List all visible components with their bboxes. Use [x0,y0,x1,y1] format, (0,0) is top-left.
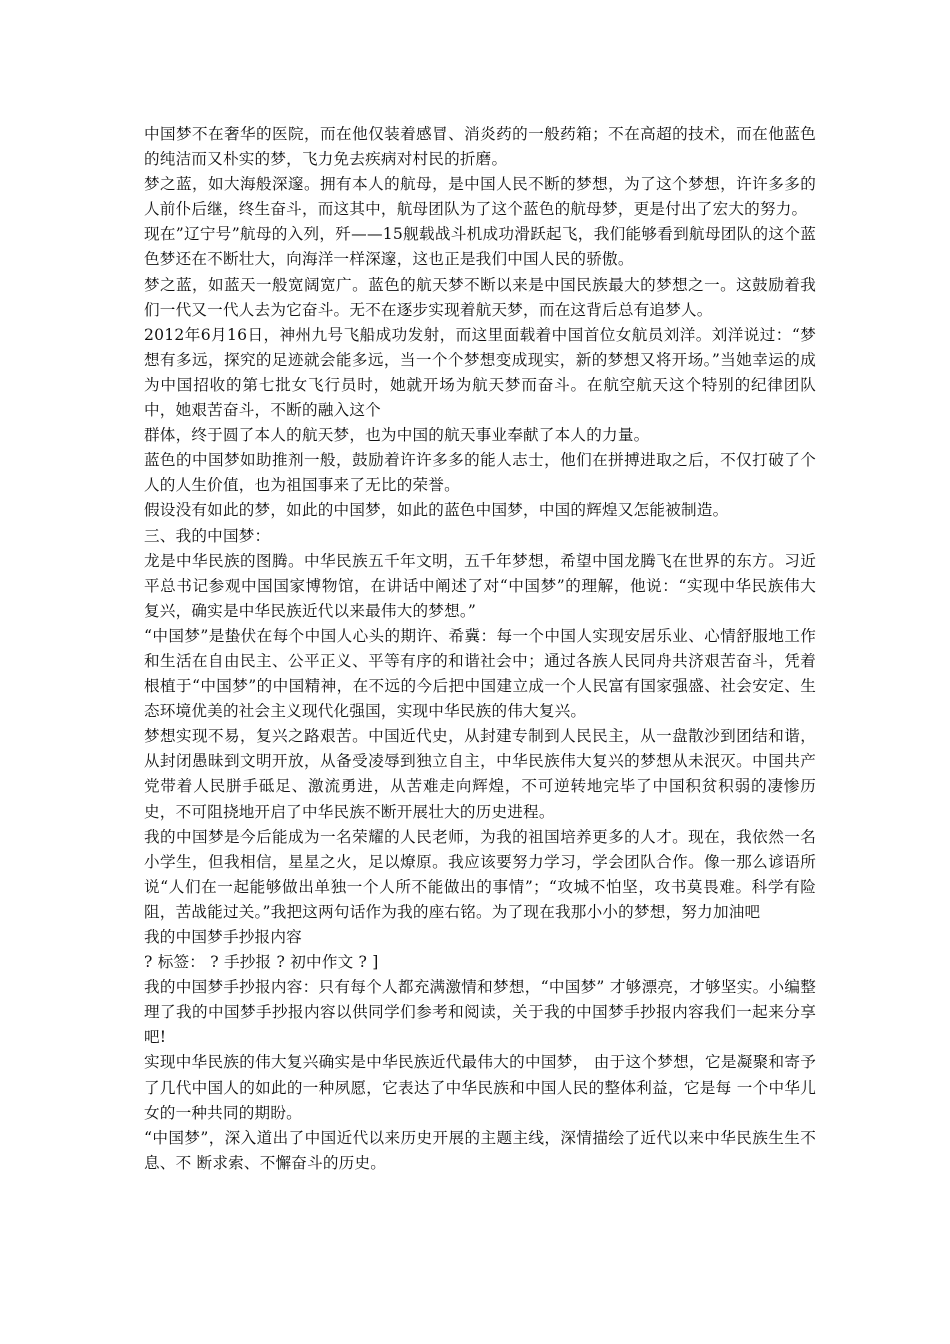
paragraph-handout-intro: 我的中国梦手抄报内容：只有每个人都充满激情和梦想，“中国梦” 才够漂亮，才够坚实。小编整理了我的中国梦手抄报内容以供同学们参考和阅读，关于我的中国梦手抄报内容我们一起来分享吧! [144,978,816,1047]
paragraph-history-theme: “中国梦”，深入道出了中国近代以来历史开展的主题主线，深情描绘了近代以来中华民族生生不息、不 断求索、不懈奋斗的历史。 [144,1128,816,1172]
paragraph-handout-title: 我的中国梦手抄报内容 [144,928,302,946]
paragraph-shenzhou-nine: 2012年6月16日，神州九号飞船成功发射，而这里面载着中国首位女航员刘洋。刘洋说过：“梦想有多远，探究的足迹就会能多远，当一个个梦想变成现实，新的梦想又将开场。”当她幸运的成为中国招收的第七批女飞行员时，她就开场为航天梦而奋斗。在航空航天这个特别的纪律团队中，她艰苦奋斗，不断的融入这个 [144,325,816,420]
paragraph-china-dream-hopes: “中国梦”是蛰伏在每个中国人心头的期许、希冀：每一个中国人实现安居乐业、心情舒服地工作和生活在自由民主、公平正义、平等有序的和谐社会中；通过各族人民同舟共济艰苦奋斗，凭着根植于“中国梦”的中国精神，在不远的今后把中国建立成一个人民富有国家强盛、社会安定、生态环境优美的社会主义现代化强国，实现中华民族的伟大复兴。 [144,626,816,721]
paragraph-tags: ? 标签： ? 手抄报 ? 初中作文 ? ] [144,953,379,972]
paragraph-revival-road: 梦想实现不易，复兴之路艰苦。中国近代史，从封建专制到人民民主，从一盘散沙到团结和谐，从封闭愚昧到文明开放，从备受凌辱到独立自主，中华民族伟大复兴的梦想从未泯灭。中国共产党带着人民胼手砥足、激流勇进，从苦难走向辉煌，不可逆转地完毕了中国积贫积弱的凄惨历史，不可阻挠地开启了中华民族不断开展壮大的历史进程。 [144,727,816,821]
document-body [144,122,816,1176]
paragraph-sea-blue-dream: 梦之蓝，如大海般深邃。拥有本人的航母，是中国人民不断的梦想，为了这个梦想，许许多多的人前仆后继，终生奋斗，而这其中，航母团队为了这个蓝色的航母梦，更是付出了宏大的努力。 [144,175,816,219]
paragraph-dragon-totem: 龙是中华民族的图腾。中华民族五千年文明，五千年梦想，希望中国龙腾飞在世界的东方。习近平总书记参观中国国家博物馆，在讲话中阐述了对“中国梦”的理解，他说：“实现中华民族伟大复兴，确实是中华民族近代以来最伟大的梦想。” [144,551,816,620]
paragraph-group-continuation: 群体，终于圆了本人的航天梦，也为中国的航天事业奉献了本人的力量。 [144,426,650,445]
section-heading-my-china-dream: 三、我的中国梦： [144,526,271,545]
paragraph-blue-propellant: 蓝色的中国梦如助推剂一般，鼓励着许许多多的能人志士，他们在拼搏进取之后，不仅打破了个人的人生价值，也为祖国事来了无比的荣誉。 [144,451,816,495]
paragraph-hypothesis: 假设没有如此的梦，如此的中国梦，如此的蓝色中国梦，中国的辉煌又怎能被制造。 [144,501,729,520]
paragraph-liaoning-carrier: 现在”辽宁号”航母的入列，歼——15舰载战斗机成功滑跃起飞，我们能够看到航母团队的这个蓝色梦还在不断壮大，向海洋一样深邃，这也正是我们中国人民的骄傲。 [144,225,816,269]
paragraph-great-revival: 实现中华民族的伟大复兴确实是中华民族近代最伟大的中国梦， 由于这个梦想，它是凝聚和寄予了几代中国人的如此的一种夙愿，它表达了中华民族和中国人民的整体利益，它是每 一个中华儿女的一种共同的期盼。 [144,1053,816,1122]
paragraph-sky-blue-dream: 梦之蓝，如蓝天一般宽阔宽广。蓝色的航天梦不断以来是中国民族最大的梦想之一。这鼓励着我们一代又一代人去为它奋斗。无不在逐步实现着航天梦，而在这背后总有追梦人。 [144,275,816,319]
paragraph-medical-dream: 中国梦不在奢华的医院，而在他仅装着感冒、消炎药的一般药箱；不在高超的技术，而在他蓝色的纯洁而又朴实的梦，飞力免去疾病对村民的折磨。 [144,125,816,169]
paragraph-teacher-dream: 我的中国梦是今后能成为一名荣耀的人民老师，为我的祖国培养更多的人才。现在，我依然一名小学生，但我相信，星星之火，足以燎原。我应该要努力学习，学会团队合作。像一那么谚语所说“人们在一起能够做出单独一个人所不能做出的事情”；“攻城不怕坚，攻书莫畏难。科学有险阻，苦战能过关。”我把这两句话作为我的座右铭。为了现在我那小小的梦想，努力加油吧 [144,827,816,921]
